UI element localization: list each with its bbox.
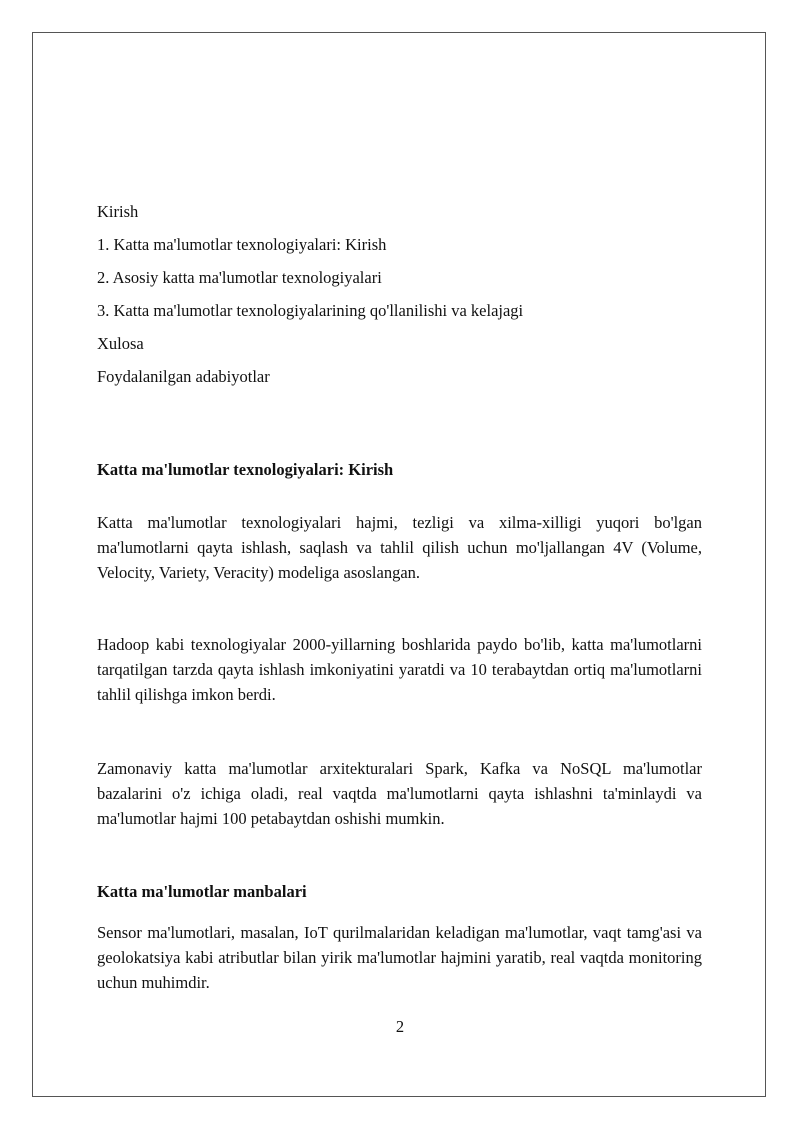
table-of-contents (97, 199, 702, 397)
paragraph-modern-architectures: Zamonaviy katta ma'lumotlar arxitekturalari Spark, Kafka va NoSQL ma'lumotlar bazalarini o'z ichiga oladi, real vaqtda ma'lumotlarni qayta ishlashni ta'minlaydi va ma'lumotlar hajmi 100 petabaytdan oshishi mumkin. (97, 759, 702, 828)
section-heading-intro: Katta ma'lumotlar texnologiyalari: Kirish (97, 460, 394, 479)
toc-item-introduction: Kirish (97, 202, 139, 221)
toc-item-chapter-2: 2. Asosiy katta ma'lumotlar texnologiyalari (97, 268, 382, 287)
paragraph-4v-model: Katta ma'lumotlar texnologiyalari hajmi, tezligi va xilma-xilligi yuqori bo'lgan ma'lumotlarni qayta ishlash, saqlash va tahlil qilish uchun mo'ljallangan 4V (Volume, Velocity, Variety, Veracity) modeliga asoslangan. (97, 513, 702, 582)
toc-item-chapter-3: 3. Katta ma'lumotlar texnologiyalarining qo'llanilishi va kelajagi (97, 301, 524, 320)
page-number: 2 (395, 1017, 405, 1036)
section-heading-sources: Katta ma'lumotlar manbalari (97, 882, 307, 901)
toc-item-conclusion: Xulosa (97, 334, 144, 353)
toc-item-chapter-1: 1. Katta ma'lumotlar texnologiyalari: Kirish (97, 235, 387, 254)
paragraph-hadoop: Hadoop kabi texnologiyalar 2000-yillarning boshlarida paydo bo'lib, katta ma'lumotlarni tarqatilgan tarzda qayta ishlash imkoniyatini yaratdi va 10 terabaytdan ortiq ma'lumotlarni tahlil qilishga imkon berdi. (97, 635, 702, 704)
toc-item-references: Foydalanilgan adabiyotlar (97, 367, 270, 386)
paragraph-sensor-data: Sensor ma'lumotlari, masalan, IoT qurilmalaridan keladigan ma'lumotlar, vaqt tamg'asi va geolokatsiya kabi atributlar bilan yirik ma'lumotlar hajmini yaratib, real vaqtda monitoring uchun muhimdir. (97, 923, 702, 992)
